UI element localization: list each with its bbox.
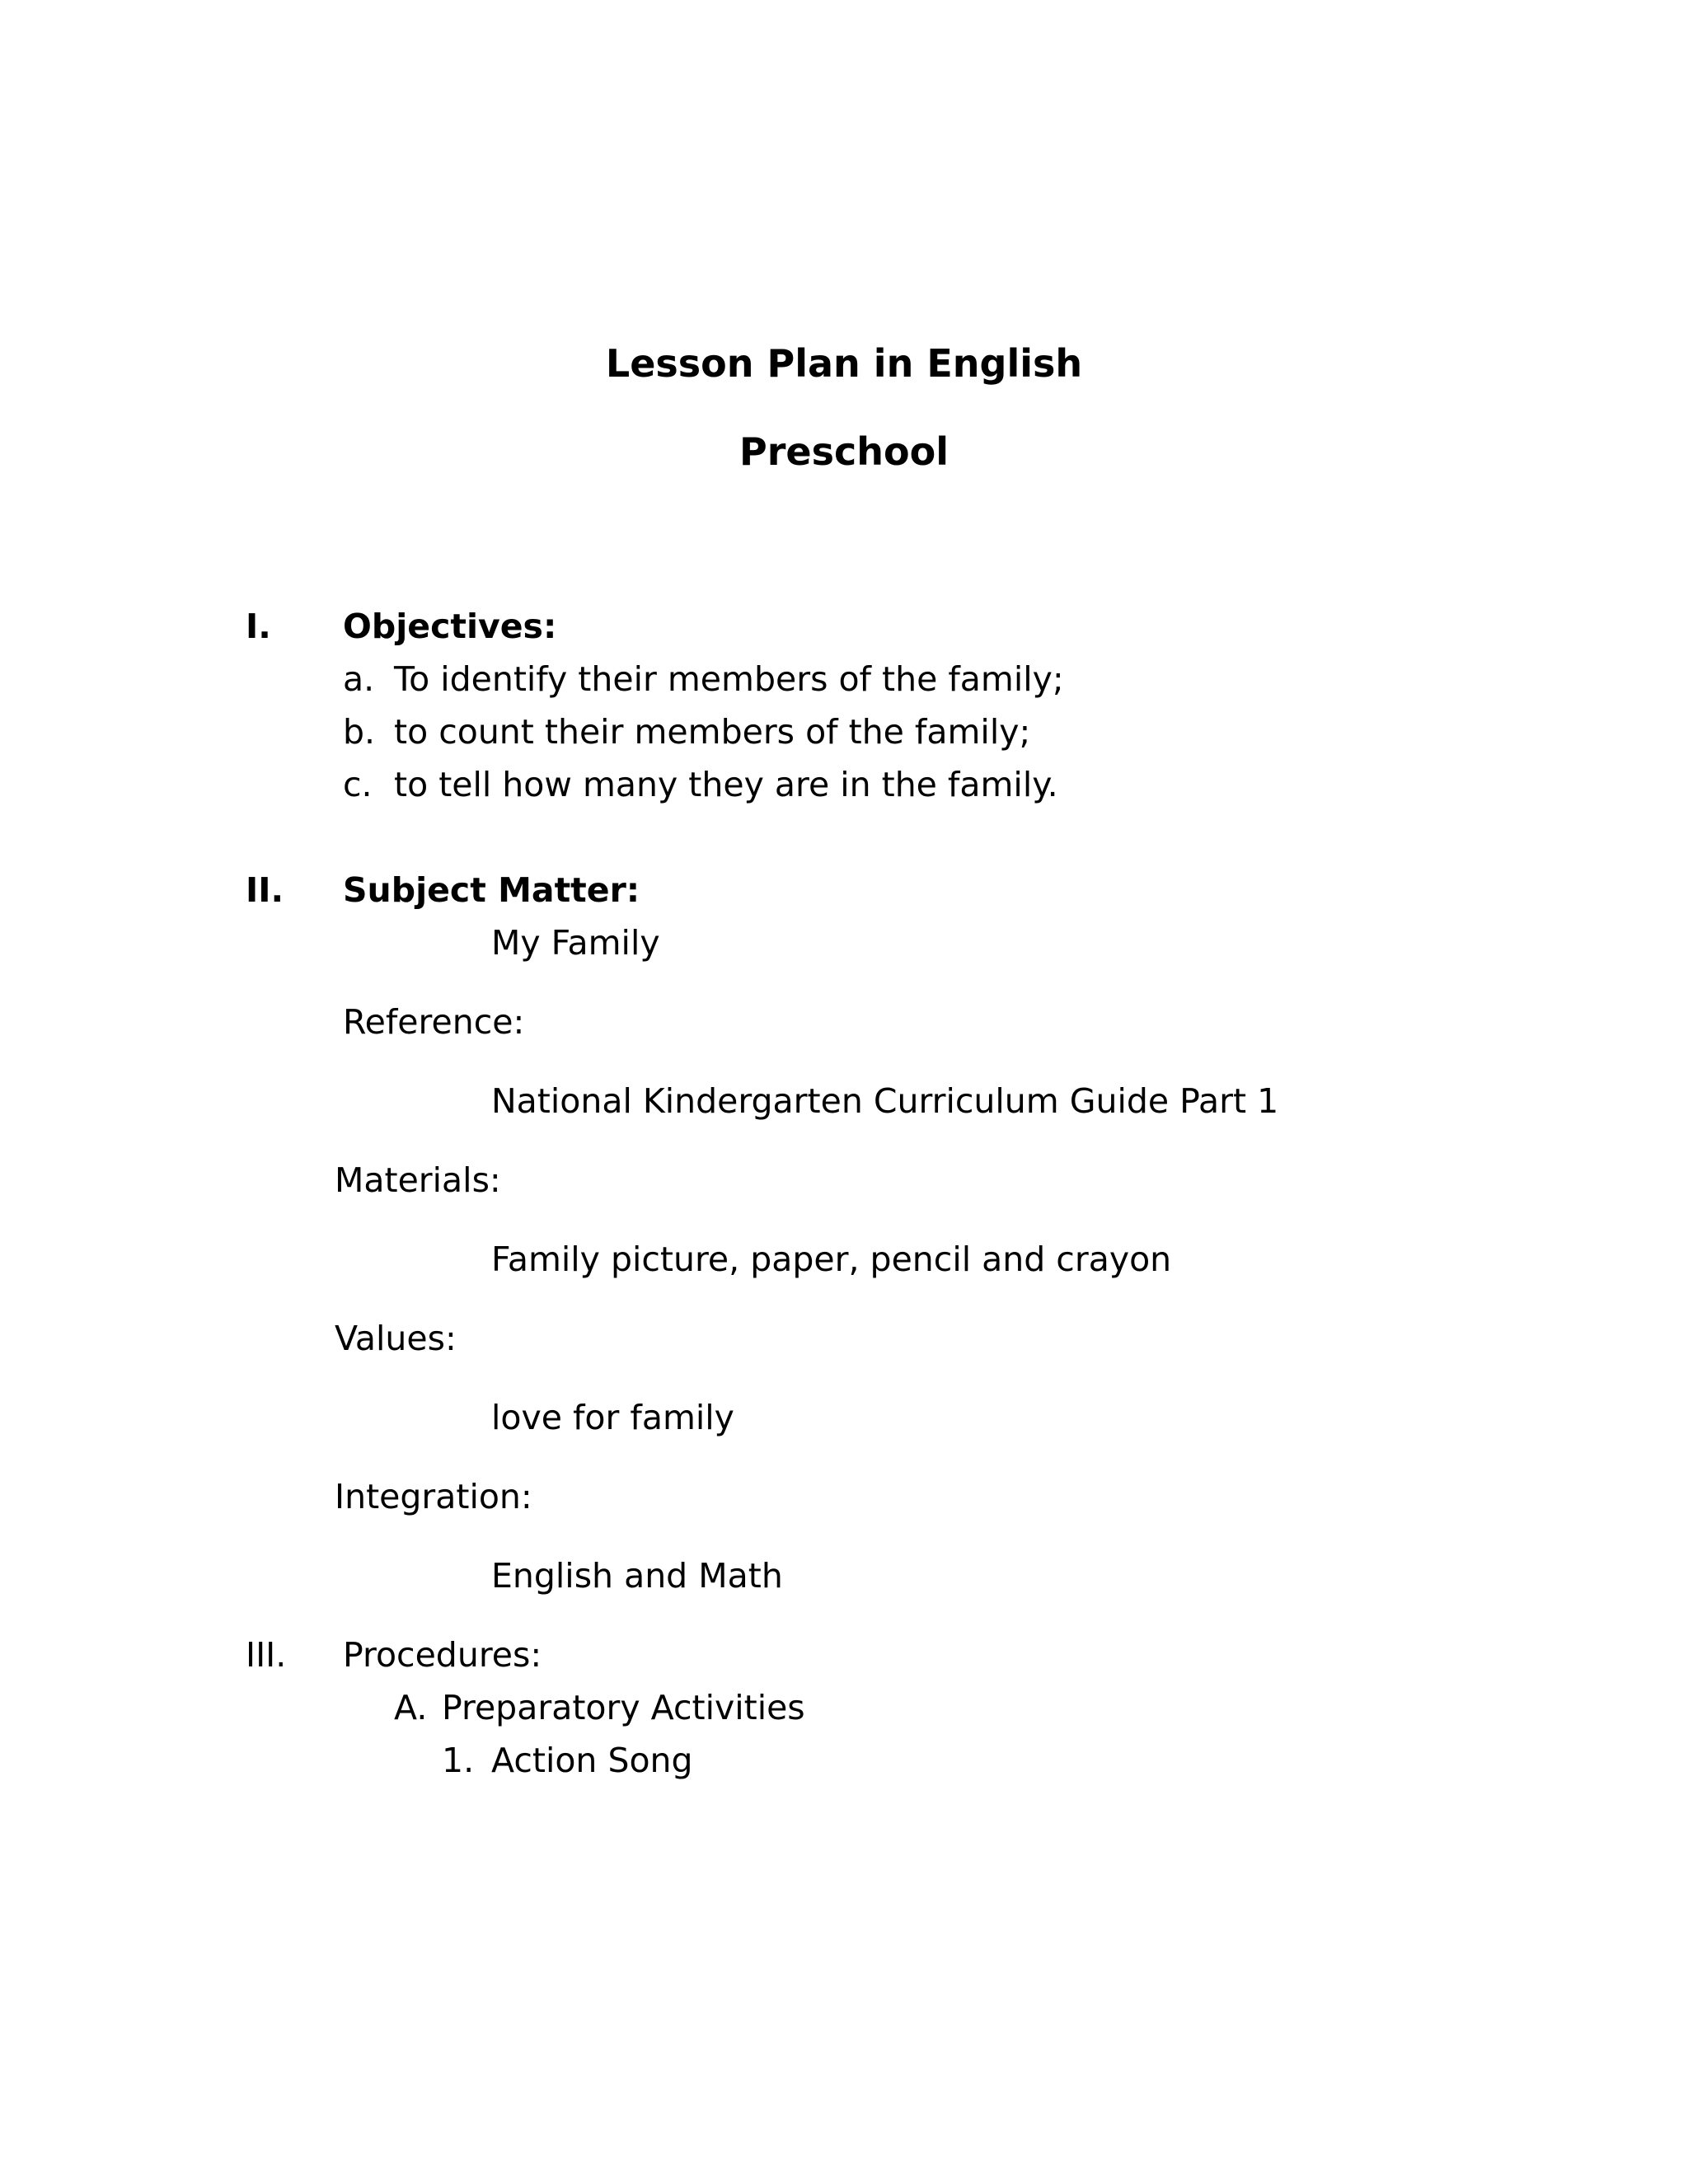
materials-value: Family picture, paper, pencil and crayon	[491, 1240, 1172, 1279]
integration-value: English and Math	[491, 1556, 783, 1596]
values-label: Values:	[335, 1319, 457, 1358]
procedure-sub-marker: A.	[394, 1688, 428, 1727]
objective-marker: b.	[343, 712, 376, 752]
document-subtitle: Preschool	[739, 429, 949, 474]
subject-topic: My Family	[491, 923, 660, 963]
section-heading-subject-matter: Subject Matter:	[343, 870, 640, 910]
objective-marker: c.	[343, 765, 373, 804]
reference-label: Reference:	[343, 1002, 525, 1042]
procedure-sub-heading: Preparatory Activities	[442, 1688, 805, 1727]
objective-marker: a.	[343, 659, 375, 699]
procedure-step-text: Action Song	[491, 1741, 693, 1780]
section-heading-procedures: Procedures:	[343, 1635, 542, 1675]
integration-label: Integration:	[335, 1477, 532, 1516]
section-heading-objectives: Objectives:	[343, 607, 557, 646]
section-numeral-subject-matter: II.	[246, 870, 284, 910]
values-value: love for family	[491, 1398, 734, 1437]
materials-label: Materials:	[335, 1160, 501, 1200]
section-numeral-procedures: III.	[246, 1635, 287, 1675]
objective-text: to tell how many they are in the family.	[394, 765, 1058, 804]
procedure-step-marker: 1.	[442, 1741, 475, 1780]
document-title: Lesson Plan in English	[605, 341, 1083, 386]
reference-value: National Kindergarten Curriculum Guide Part 1	[491, 1081, 1279, 1121]
objective-text: To identify their members of the family;	[394, 659, 1064, 699]
section-numeral-objectives: I.	[246, 607, 271, 646]
objective-text: to count their members of the family;	[394, 712, 1031, 752]
